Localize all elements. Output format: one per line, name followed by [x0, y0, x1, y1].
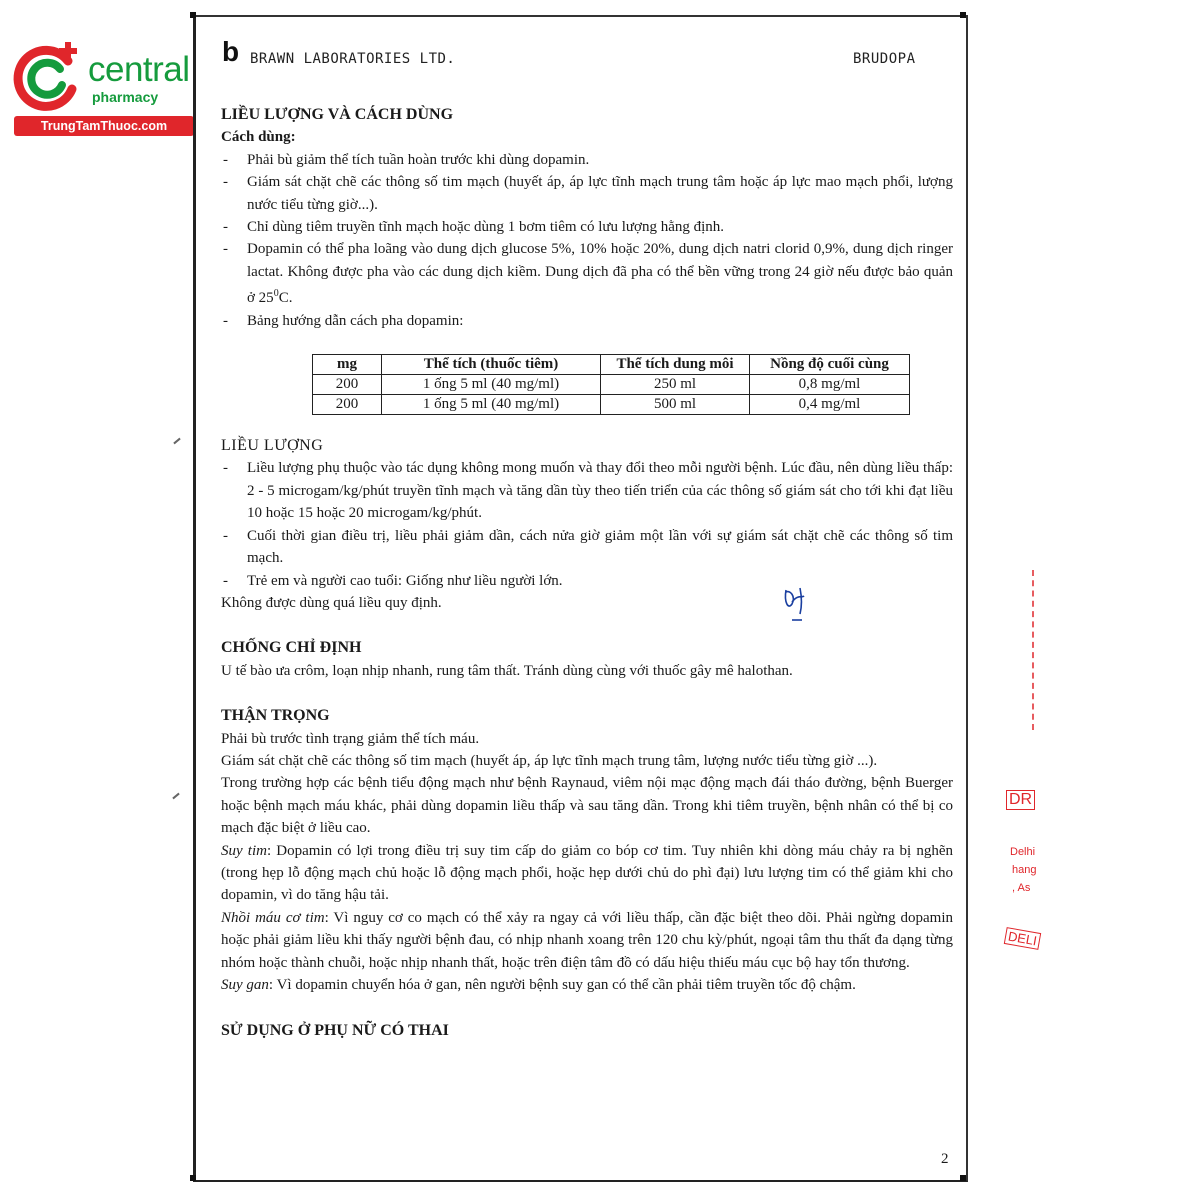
- section-title-dosage-admin: LIỀU LƯỢNG VÀ CÁCH DÙNG: [221, 106, 454, 123]
- document-body: [221, 104, 953, 1043]
- list-item: - Bảng hướng dẫn cách pha dopamin:: [221, 310, 953, 332]
- stamp-text: Delhi: [1010, 846, 1036, 858]
- table-header: Thể tích (thuốc tiêm): [382, 355, 601, 375]
- table-header-row: [313, 355, 910, 375]
- table-row: [313, 375, 910, 395]
- table-cell: 200: [313, 395, 382, 415]
- signature-mark: [780, 584, 814, 624]
- precaution-paragraph: Phải bù trước tình trạng giảm thể tích máu.: [221, 730, 480, 747]
- table-header: mg: [313, 355, 382, 375]
- table-cell: 200: [313, 375, 382, 395]
- section-title-dosage: LIỀU LƯỢNG: [221, 437, 324, 455]
- section-title-precautions: THẬN TRỌNG: [221, 707, 330, 725]
- table-row: [313, 395, 910, 415]
- temp-unit: C.: [278, 290, 293, 307]
- margin-mark: [172, 793, 179, 800]
- section-title-contraindications: CHỐNG CHỈ ĐỊNH: [221, 639, 362, 657]
- precaution-text: : Dopamin có lợi trong điều trị suy tim cấp do giảm co bóp cơ tim. Tuy nhiên khi dòng máu chảy ra bị nghẽn (trong hẹp lỗ động mạch chủ hoặc lỗ động mạch phổi, hoặc hẹp dưới chủ do phì đại) lưu lượng tim có thể giảm khi cho dopamin, vì do tăng hậu tải.: [221, 842, 954, 904]
- list-item: - Cuối thời gian điều trị, liều phải giảm dần, cách nửa giờ giảm một lần với sự giám sát chặt chẽ các thông số tim mạch.: [221, 525, 953, 570]
- logo-sub: pharmacy: [92, 89, 159, 105]
- precaution-paragraph: [221, 974, 953, 996]
- precaution-text: : Vì dopamin chuyển hóa ở gan, nên người bệnh suy gan có thể cần phải tiêm truyền tốc độ chậm.: [268, 977, 856, 993]
- product-name: BRUDOPA: [853, 51, 916, 67]
- precaution-label: Suy tim: [221, 842, 267, 859]
- table-cell: 0,4 mg/ml: [750, 395, 910, 415]
- logo-url[interactable]: TrungTamThuoc.com: [14, 116, 194, 136]
- stamp-text: hang: [1012, 864, 1037, 876]
- contraindications-text: U tế bào ưa crôm, loạn nhịp nhanh, rung tâm thất. Tránh dùng cùng với thuốc gây mê halothan.: [221, 662, 793, 679]
- table-cell: 1 ống 5 ml (40 mg/ml): [382, 375, 601, 395]
- pharmacy-logo-icon: [10, 39, 85, 114]
- company-logo-letter: b: [222, 36, 240, 67]
- dilution-text: Dopamin có thể pha loãng vào dung dịch glucose 5%, 10% hoặc 20%, dung dịch natri clorid 0,9%, dung dịch ringer lactat. Không được pha vào các dung dịch kiềm. Dung dịch đã pha có thể bền vững trong 24 giờ nếu được bảo quản ở 25: [247, 241, 953, 307]
- stamp-fragment: [1020, 570, 1034, 730]
- precaution-paragraph: [221, 907, 953, 974]
- frame-corner: [190, 12, 196, 18]
- precaution-label: Suy gan: [221, 977, 269, 993]
- frame-corner: [960, 1175, 966, 1181]
- temp-superscript: 0: [273, 288, 279, 300]
- frame-corner: [960, 12, 966, 18]
- table-cell: 1 ống 5 ml (40 mg/ml): [382, 395, 601, 415]
- dosage-list: [221, 457, 953, 591]
- stamp-text: DELI: [1004, 927, 1041, 950]
- stamp-text: , As: [1012, 882, 1031, 894]
- frame-corner: [190, 1175, 196, 1181]
- precaution-label: Nhồi máu cơ tim: [221, 909, 325, 926]
- list-item: - Liều lượng phụ thuộc vào tác dụng không mong muốn và thay đổi theo mỗi người bệnh. Lúc đầu, nên dùng liều thấp: 2 - 5 microgam/kg/phút truyền tĩnh mạch và tăng dần tùy theo tiến triển của các thông số giám sát cho tới khi đạt liều 10 hoặc 15 hoặc 20 microgam/kg/phút.: [221, 457, 953, 524]
- table-header: Thể tích dung môi: [601, 355, 750, 375]
- dosage-note: Không được dùng quá liều quy định.: [221, 594, 442, 611]
- list-item: - Trẻ em và người cao tuổi: Giống như liều người lớn.: [221, 570, 953, 592]
- page-number: 2: [941, 1151, 949, 1167]
- precaution-text: : Vì nguy cơ co mạch có thể xảy ra ngay cả với liều thấp, cần đặc biệt theo dõi. Phải ngừng dopamin hoặc phải giảm liều khi thấy người bệnh đau, có nhịp nhanh xoang trên 120 chu kỳ/phút, ngoại tâm thu thất đa dạng từng nhóm hoặc thành chuỗi, hoặc nhịp nhanh thất, hoặc trên điện tâm đồ có dấu hiệu thiếu máu cục bộ hay tổn thương.: [221, 909, 953, 971]
- company-name: BRAWN LABORATORIES LTD.: [250, 51, 456, 67]
- table-cell: 500 ml: [601, 395, 750, 415]
- stamp-text: DR: [1006, 790, 1035, 810]
- list-item: - Phải bù giảm thể tích tuần hoàn trước khi dùng dopamin.: [221, 149, 953, 171]
- administration-list: [221, 149, 953, 332]
- table-header: Nồng độ cuối cùng: [750, 355, 910, 375]
- precaution-paragraph: [221, 840, 953, 907]
- list-item: [221, 238, 953, 309]
- central-pharmacy-logo: [10, 36, 220, 136]
- precaution-paragraph: Giám sát chặt chẽ các thông số tim mạch (huyết áp, áp lực tĩnh mạch trung tâm, lượng nước tiểu từng giờ ...).: [221, 752, 878, 769]
- table-cell: 250 ml: [601, 375, 750, 395]
- list-item: - Giám sát chặt chẽ các thông số tim mạch (huyết áp, áp lực tĩnh mạch trung tâm hoặc áp lực mao mạch phổi, lượng nước tiểu từng giờ...).: [221, 171, 953, 216]
- margin-mark: [173, 438, 180, 445]
- precaution-paragraph: Trong trường hợp các bệnh tiểu động mạch như bệnh Raynaud, viêm nội mạc động mạch đái tháo đường, bệnh Buerger hoặc bệnh mạch máu khác, phải dùng dopamin liều thấp và sau tăng dần. Trong khi tiêm truyền, bệnh nhân có thể bị co mạch đặc biệt ở liều cao.: [221, 775, 953, 837]
- dilution-table: [312, 354, 910, 415]
- subtitle-administration: Cách dùng:: [221, 129, 296, 146]
- list-item: - Chỉ dùng tiêm truyền tĩnh mạch hoặc dùng 1 bơm tiêm có lưu lượng hằng định.: [221, 216, 953, 238]
- logo-name: central: [88, 50, 190, 89]
- table-cell: 0,8 mg/ml: [750, 375, 910, 395]
- section-title-pregnancy: SỬ DỤNG Ở PHỤ NỮ CÓ THAI: [221, 1022, 449, 1040]
